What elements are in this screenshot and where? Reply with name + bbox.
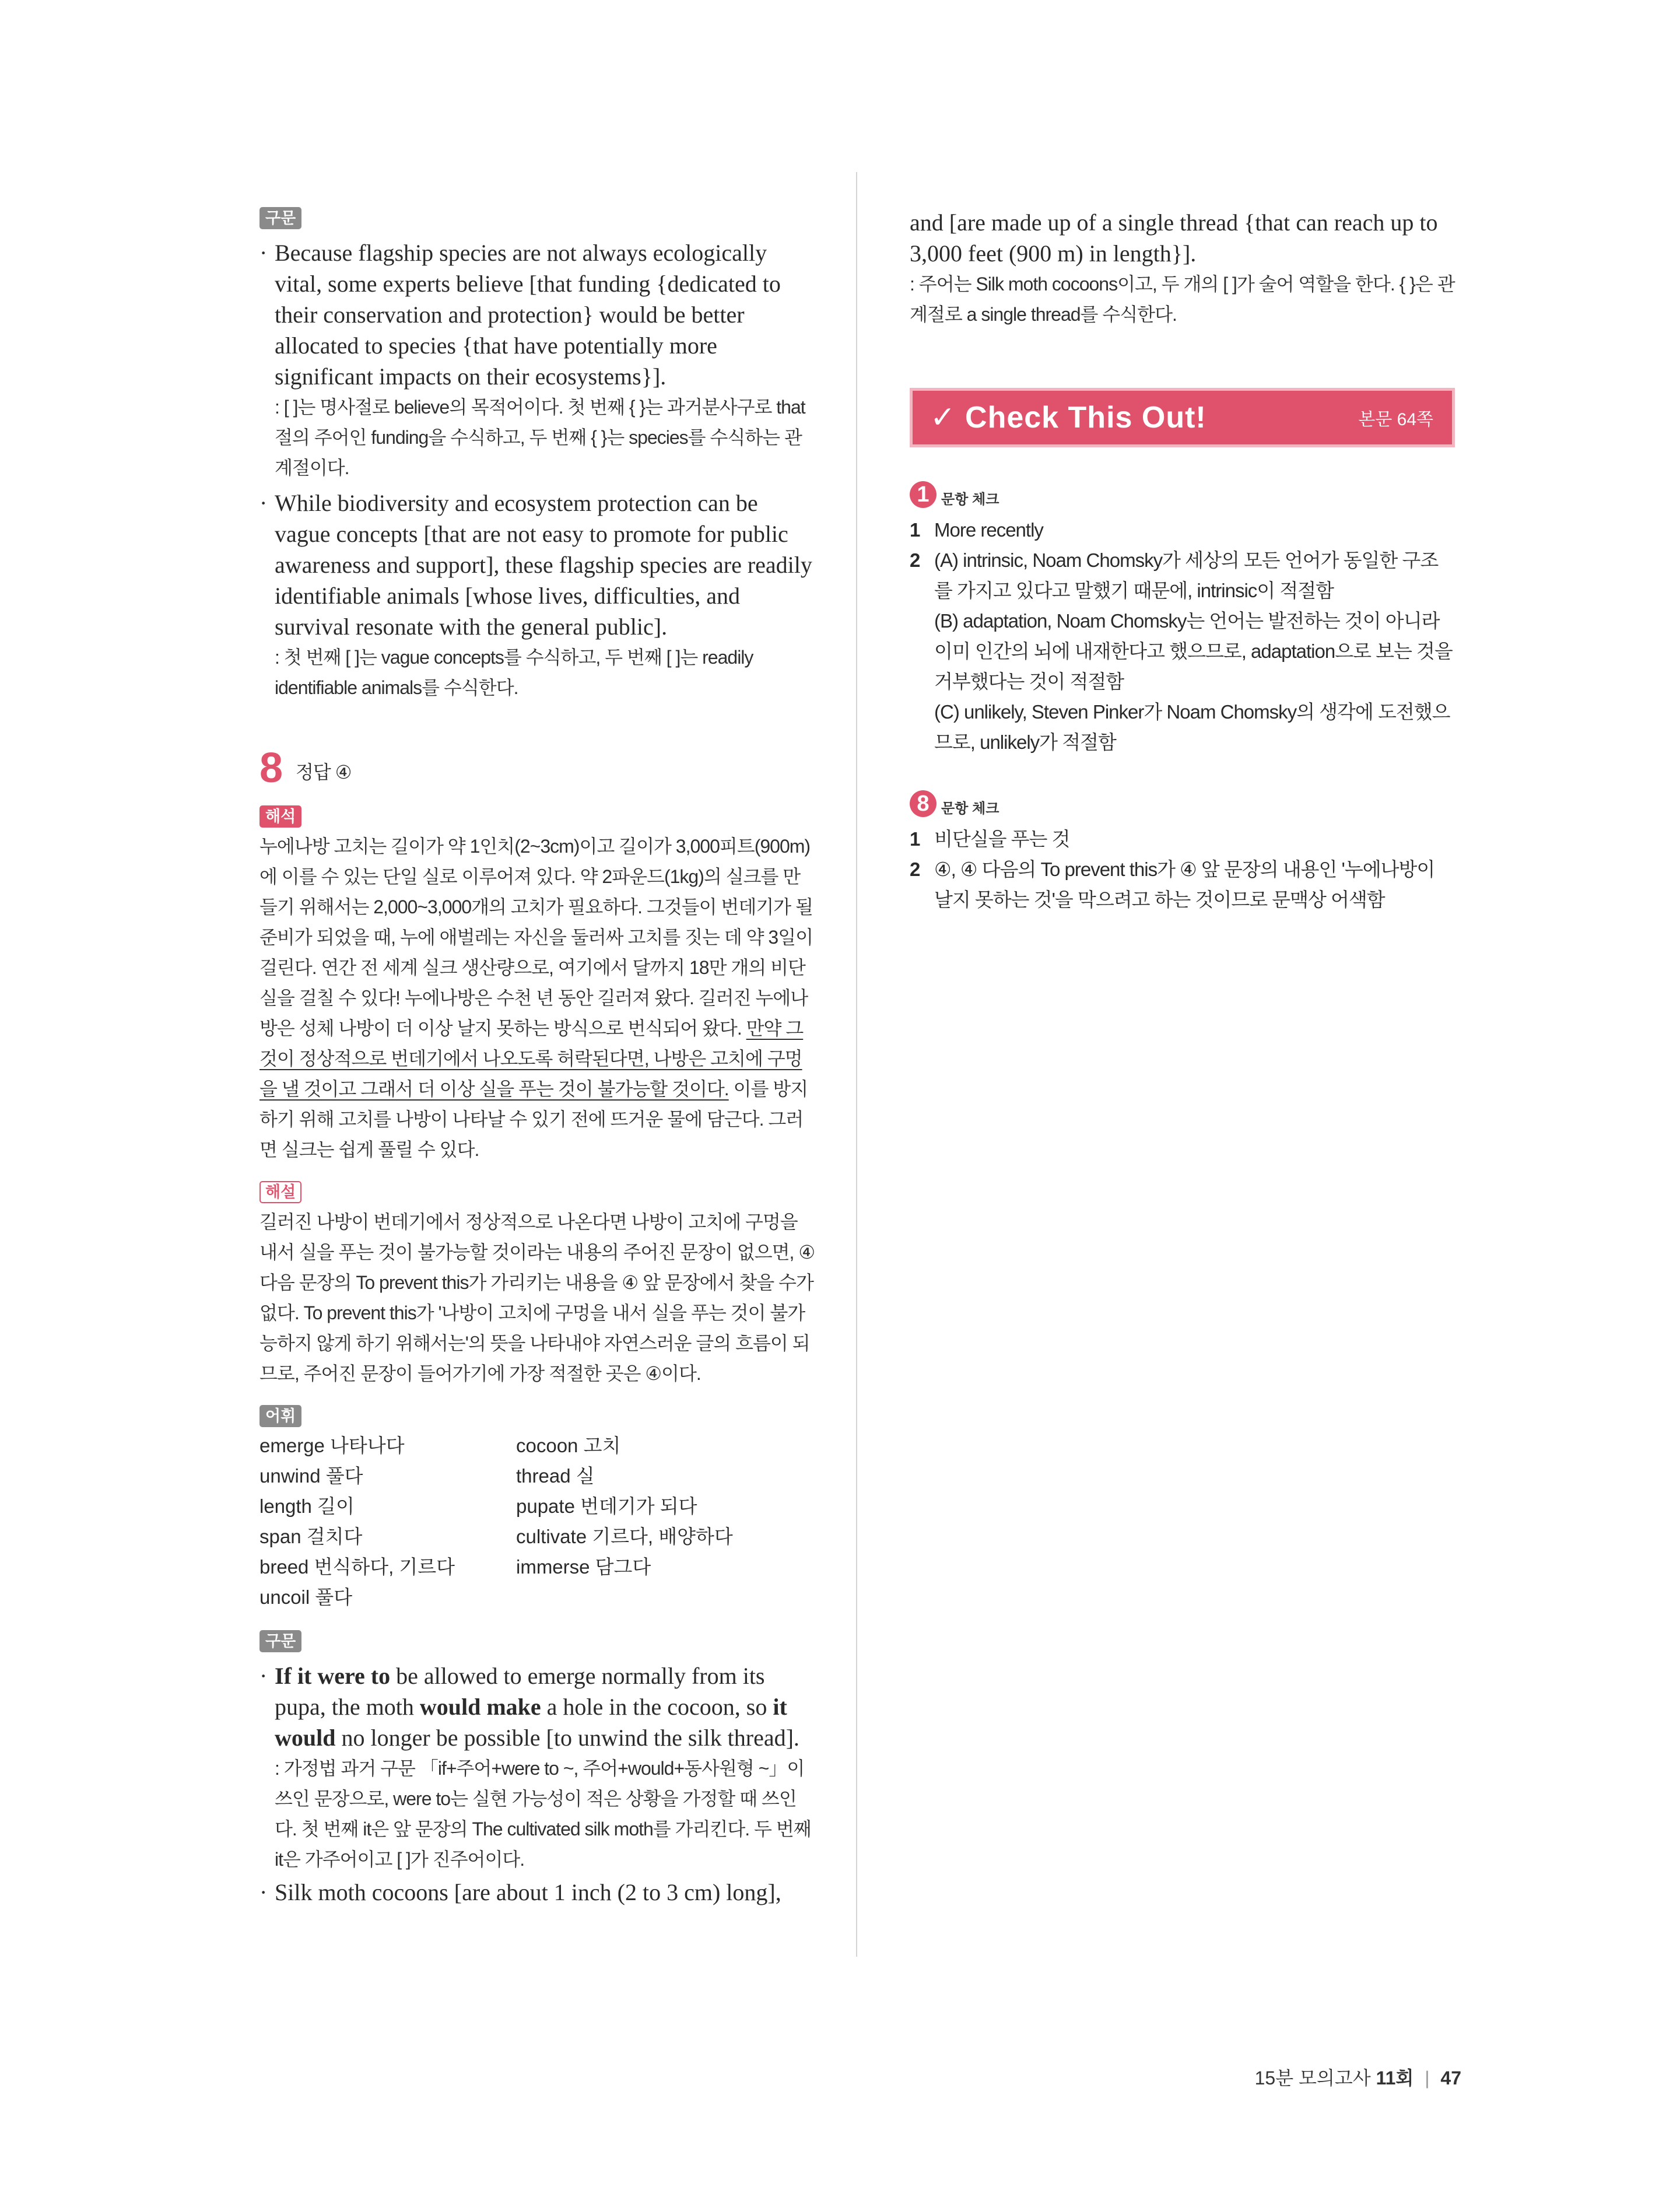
list-item xyxy=(910,515,1455,545)
question-1-badge: 1 xyxy=(910,481,937,508)
vocab-item: uncoil 풀다 xyxy=(259,1586,353,1608)
footer-separator: | xyxy=(1425,2068,1430,2089)
vocab-item: span 걸치다 xyxy=(259,1526,363,1547)
vocab-item: pupate 번데기가 되다 xyxy=(516,1495,697,1517)
translation-text-2: 이를 방지하기 위해 고치를 나방이 나타날 수 있기 전에 뜨거운 물에 담근다. 그러면 실크는 쉽게 풀릴 수 있다. xyxy=(259,1078,808,1160)
check-this-out-banner xyxy=(910,388,1455,447)
item-text: 비단실을 푸는 것 xyxy=(934,828,1070,850)
question-8-badge: 8 xyxy=(910,790,937,817)
gumun-sentence-1: · Because flagship species are not always ecologically vital, some experts believe [that funding {dedicated to their conservation and protection} would be better allocated to species {that have potentially more significant impacts on their ecosystems}]. xyxy=(259,237,816,392)
answer-text: 정답 ④ xyxy=(296,762,352,783)
check-label: 문항 체크 xyxy=(941,800,999,817)
gumun-tag: 구문 xyxy=(259,207,301,229)
vocab-item: length 길이 xyxy=(259,1495,355,1517)
item-number: 2 xyxy=(910,859,920,880)
gumun-tag-2: 구문 xyxy=(259,1630,301,1652)
gumun2-sentence-1 xyxy=(259,1660,816,1753)
item-text: ④, ④ 다음의 To prevent this가 ④ 앞 문장의 내용인 '누에나방이 날지 못하는 것'을 막으려고 하는 것이므로 문맥상 어색함 xyxy=(934,859,1435,910)
check-label: 문항 체크 xyxy=(941,491,999,507)
sentence-part: be allowed to emerge normally from its pupa, the moth xyxy=(275,1663,765,1720)
list-item xyxy=(910,545,1455,758)
page-number: 47 xyxy=(1440,2068,1461,2089)
item-number: 1 xyxy=(910,519,920,541)
round-number: 11회 xyxy=(1376,2068,1414,2089)
sentence-part: no longer be possible [to unwind the silk thread]. xyxy=(335,1725,799,1751)
vocab-item: unwind 풀다 xyxy=(259,1465,363,1487)
vocab-item: emerge 나타나다 xyxy=(259,1435,405,1456)
vocab-item xyxy=(516,1582,773,1613)
vocab-item: cultivate 기르다, 배양하다 xyxy=(516,1526,733,1547)
bold-phrase: If it were to xyxy=(275,1663,391,1689)
item-text-b: (B) adaptation, Noam Chomsky는 언어는 발전하는 것이 아니라 이미 인간의 뇌에 내재한다고 했으므로, adaptation으로 보는 것을 거부했다는 것이 적절함 xyxy=(934,610,1453,692)
translation-underlined: 만약 그것이 정상적으로 번데기에서 나오도록 허락된다면, 나방은 고치에 구멍을 낼 것이고 그래서 더 이상 실을 푸는 것이 불가능할 것이다. xyxy=(259,1018,804,1099)
item-number: 2 xyxy=(910,549,920,571)
sentence-part: a hole in the cocoon, so xyxy=(541,1694,773,1720)
translation-text-1: 누에나방 고치는 길이가 약 1인치(2~3cm)이고 길이가 3,000피트(900m)에 이를 수 있는 단일 실로 이루어져 있다. 약 2파운드(1kg)의 실크를 만들기 위해서는 2,000~3,000개의 고치가 필요하다. 그것들이 번데기가 될 준비가 되었을 때, 누에 애벌레는 자신을 둘러싸 고치를 짓는 데 약 3일이 걸린다. 연간 전 세계 실크 생산량으로, 여기에서 달까지 18만 개의 비단실을 걸칠 수 있다! 누에나방은 수천 년 동안 길러져 왔다. 길러진 누에나방은 성체 나방이 더 이상 날지 못하는 방식으로 번식되어 왔다. xyxy=(259,836,813,1039)
question-1-answers xyxy=(910,515,1455,758)
check-page-ref: 본문 64쪽 xyxy=(1358,410,1433,429)
gumun2-sentence-2: · Silk moth cocoons [are about 1 inch (2 to 3 cm) long], xyxy=(259,1877,816,1908)
gumun2-note-1: : 가정법 과거 구문 「if+주어+were to ~, 주어+would+동사원형 ~」이 쓰인 문장으로, were to는 실현 가능성이 적은 상황을 가정할 때 쓰인다. 첫 번째 it은 앞 문장의 The cultivated silk moth를 가리킨다. 두 번째 it은 가주어이고 [ ]가 진주어이다. xyxy=(275,1758,811,1870)
question-8-answers xyxy=(910,824,1455,915)
haeseok-tag: 해석 xyxy=(259,805,301,828)
vocab-item: breed 번식하다, 기르다 xyxy=(259,1556,455,1578)
list-item xyxy=(910,854,1455,915)
right-column xyxy=(910,207,1455,915)
list-item xyxy=(910,824,1455,854)
vocab-item: cocoon 고치 xyxy=(516,1435,621,1456)
translation-paragraph xyxy=(259,831,816,1165)
answer-header xyxy=(259,747,816,789)
question-8-check-header xyxy=(910,790,1455,817)
series-name: 15분 모의고사 xyxy=(1254,2068,1371,2089)
question-1-check-header xyxy=(910,481,1455,508)
eohwi-tag: 어휘 xyxy=(259,1405,301,1427)
vocab-item: immerse 담그다 xyxy=(516,1556,651,1578)
left-column xyxy=(259,207,816,1908)
check-title: ✓ Check This Out! xyxy=(930,401,1206,435)
vocab-list xyxy=(259,1431,816,1613)
item-text-c: (C) unlikely, Steven Pinker가 Noam Chomsky의 생각에 도전했으므로, unlikely가 적절함 xyxy=(934,701,1450,753)
explanation-paragraph: 길러진 나방이 번데기에서 정상적으로 나온다면 나방이 고치에 구멍을 내서 실을 푸는 것이 불가능할 것이라는 내용의 주어진 문장이 없으면, ④ 다음 문장의 To prevent this가 가리키는 내용을 ④ 앞 문장에서 찾을 수가 없다. To prevent this가 '나방이 고치에 구멍을 내서 실을 푸는 것이 불가능하지 않게 하기 위해서는'의 뜻을 나타내야 자연스러운 글의 흐름이 되므로, 주어진 문장이 들어가기에 가장 적절한 곳은 ④이다. xyxy=(259,1211,815,1384)
item-number: 1 xyxy=(910,828,920,850)
gumun-sentence-2: · While biodiversity and ecosystem protection can be vague concepts [that are not easy to promote for public awareness and support], these flagship species are readily identifiable animals [whose lives, difficulties, and survival resonate with the general public]. xyxy=(259,488,816,642)
question-number: 8 xyxy=(259,745,283,791)
page-footer xyxy=(1255,2063,1461,2090)
vocab-item: thread 실 xyxy=(516,1465,595,1487)
gumun-continuation-note: : 주어는 Silk moth cocoons이고, 두 개의 [ ]가 술어 역할을 한다. { }은 관계절로 a single thread를 수식한다. xyxy=(910,274,1455,325)
item-text: (A) intrinsic, Noam Chomsky가 세상의 모든 언어가 동일한 구조를 가지고 있다고 말했기 때문에, intrinsic이 적절함 xyxy=(934,549,1439,601)
bold-phrase: would make xyxy=(419,1694,541,1720)
bold-phrase: it would xyxy=(275,1694,787,1751)
item-text: More recently xyxy=(934,519,1043,541)
gumun-note-2: : 첫 번째 [ ]는 vague concepts를 수식하고, 두 번째 [ ]는 readily identifiable animals를 수식한다. xyxy=(275,647,753,698)
gumun-note-1: : [ ]는 명사절로 believe의 목적어이다. 첫 번째 { }는 과거분사구로 that절의 주어인 funding을 수식하고, 두 번째 { }는 species를 수식하는 관계절이다. xyxy=(275,397,805,478)
haeseol-tag: 해설 xyxy=(259,1181,301,1203)
column-divider xyxy=(856,172,857,1957)
gumun-continuation: and [are made up of a single thread {that can reach up to 3,000 feet (900 m) in length}]. xyxy=(910,209,1438,267)
